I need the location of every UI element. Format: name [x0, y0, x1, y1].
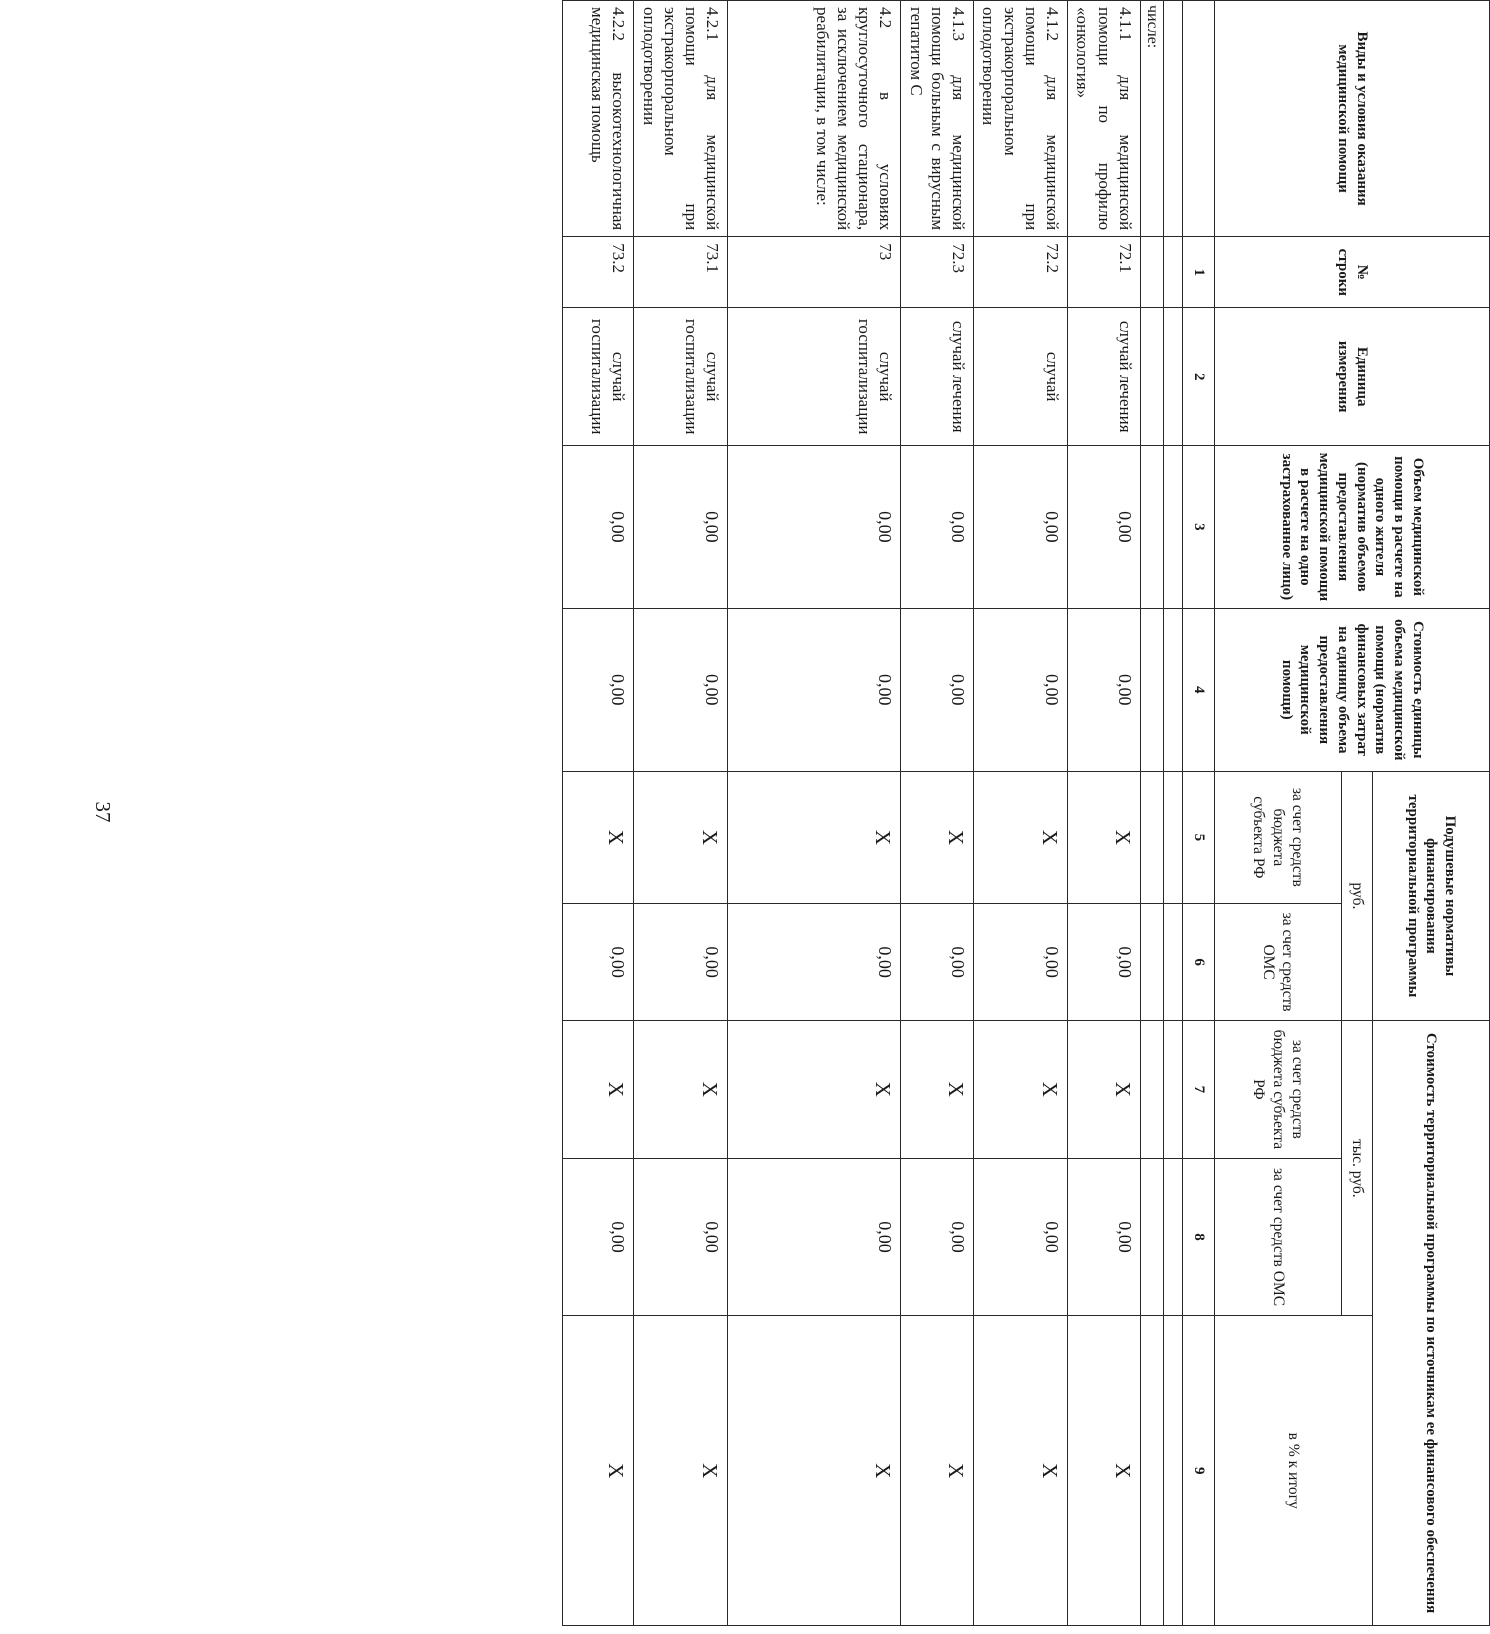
table-row: [563, 1, 634, 1626]
row-total-budget: X: [974, 1021, 1068, 1158]
row-unit: случай: [974, 308, 1068, 445]
header-norm-budget: за счет средств бюджета субъекта РФ: [1215, 771, 1342, 903]
row-name: 4.1.1 для медицинской помощи по профилю «онкология»: [1068, 1, 1141, 237]
row-norm-budget: X: [974, 771, 1068, 903]
column-number: 7: [1183, 1021, 1215, 1158]
row-unit-cost: 0,00: [974, 608, 1068, 771]
row-line-number: 72.1: [1068, 237, 1141, 308]
row-norm-oms: 0,00: [728, 904, 901, 1021]
row-norm-budget: X: [1068, 771, 1141, 903]
row-line-number: 73: [728, 237, 901, 308]
row-volume: 0,00: [634, 445, 728, 608]
row-percent: X: [974, 1316, 1068, 1626]
section-continuation-row: [1141, 1, 1164, 1626]
row-volume: 0,00: [901, 445, 974, 608]
row-total-budget: X: [728, 1021, 901, 1158]
column-number: 1: [1183, 237, 1215, 308]
row-volume: 0,00: [728, 445, 901, 608]
row-line-number: 73.2: [563, 237, 634, 308]
row-total-oms: 0,00: [901, 1158, 974, 1316]
column-numbers-row: [1183, 1, 1215, 1626]
row-total-budget: X: [634, 1021, 728, 1158]
row-unit-cost: 0,00: [901, 608, 974, 771]
row-name: 4.2.2 высокотехнологичная медицинская помощь: [563, 1, 634, 237]
row-unit: случай лечения: [1068, 308, 1141, 445]
column-number: 9: [1183, 1316, 1215, 1626]
row-volume: 0,00: [563, 445, 634, 608]
row-name: 4.2.1 для медицинской помощи при экстракорпоральном оплодотворении: [634, 1, 728, 237]
table-row: [974, 1, 1068, 1626]
spacer-row: [1164, 1, 1183, 1626]
table-row: [728, 1, 901, 1626]
row-norm-budget: X: [901, 771, 974, 903]
row-name: 4.1.2 для медицинской помощи при экстракорпоральном оплодотворении: [974, 1, 1068, 237]
header-total-oms: за счет средств ОМС: [1215, 1158, 1342, 1316]
row-total-budget: X: [901, 1021, 974, 1158]
row-unit: случай госпитализации: [728, 308, 901, 445]
header-program-cost: Стоимость территориальной программы по источникам ее финансового обеспечения: [1373, 1021, 1490, 1626]
header-row-1: [1373, 1, 1490, 1626]
page-number: 37: [91, 801, 115, 823]
table-row: [901, 1, 974, 1626]
row-percent: X: [563, 1316, 634, 1626]
row-total-budget: X: [563, 1021, 634, 1158]
header-kinds: Виды и условия оказания медицинской помощи: [1215, 1, 1490, 237]
row-line-number: 72.2: [974, 237, 1068, 308]
row-unit-cost: 0,00: [634, 608, 728, 771]
header-volume: Объем медицинской помощи в расчете на одного жителя (норматив объемов предоставления медицинской помощи в расчете на одно застрахованное лицо): [1215, 445, 1490, 608]
header-unit: Единица измерения: [1215, 308, 1490, 445]
column-number: 6: [1183, 904, 1215, 1021]
row-unit-cost: 0,00: [728, 608, 901, 771]
header-norm-oms: за счет средств ОМС: [1215, 904, 1342, 1021]
row-total-oms: 0,00: [563, 1158, 634, 1316]
header-total-budget: за счет средств бюджета субъекта РФ: [1215, 1021, 1342, 1158]
row-unit-cost: 0,00: [1068, 608, 1141, 771]
header-percent-of-total: в % к итогу: [1215, 1316, 1373, 1626]
row-total-oms: 0,00: [974, 1158, 1068, 1316]
row-unit-cost: 0,00: [563, 608, 634, 771]
header-thousand-rub-unit: тыс. руб.: [1342, 1021, 1373, 1316]
row-unit: случай лечения: [901, 308, 974, 445]
row-line-number: 72.3: [901, 237, 974, 308]
table-row: [634, 1, 728, 1626]
row-norm-budget: X: [634, 771, 728, 903]
row-unit: случай госпитализации: [563, 308, 634, 445]
row-volume: 0,00: [1068, 445, 1141, 608]
header-per-capita-norms: Подушевые нормативы финансирования территориальной программы: [1373, 771, 1490, 1020]
row-norm-oms: 0,00: [634, 904, 728, 1021]
row-percent: X: [1068, 1316, 1141, 1626]
row-volume: 0,00: [974, 445, 1068, 608]
row-norm-oms: 0,00: [901, 904, 974, 1021]
column-number: 3: [1183, 445, 1215, 608]
column-number: 5: [1183, 771, 1215, 903]
header-rub-unit: руб.: [1342, 771, 1373, 1020]
header-unit-cost: Стоимость единицы объема медицинской помощи (норматив финансовых затрат на единицу объема предоставления медицинской помощи): [1215, 608, 1490, 771]
row-unit: случай госпитализации: [634, 308, 728, 445]
row-norm-budget: X: [728, 771, 901, 903]
financing-table: [563, 0, 1490, 1626]
rotated-table-container: [410, 0, 1490, 1626]
row-total-oms: 0,00: [1068, 1158, 1141, 1316]
section-label: числе:: [1141, 1, 1164, 237]
row-percent: X: [728, 1316, 901, 1626]
row-norm-oms: 0,00: [563, 904, 634, 1021]
column-number: 2: [1183, 308, 1215, 445]
row-line-number: 73.1: [634, 237, 728, 308]
table-row: [1068, 1, 1141, 1626]
row-name: 4.2 в условиях круглосуточного стационара, за исключением медицинской реабилитации, в том числе:: [728, 1, 901, 237]
row-percent: X: [901, 1316, 974, 1626]
header-line-no: № строки: [1215, 237, 1490, 308]
row-norm-budget: X: [563, 771, 634, 903]
row-norm-oms: 0,00: [1068, 904, 1141, 1021]
row-total-budget: X: [1068, 1021, 1141, 1158]
row-total-oms: 0,00: [728, 1158, 901, 1316]
row-percent: X: [634, 1316, 728, 1626]
row-norm-oms: 0,00: [974, 904, 1068, 1021]
row-name: 4.1.3 для медицинской помощи больным с вирусным гепатитом С: [901, 1, 974, 237]
column-number: 4: [1183, 608, 1215, 771]
row-total-oms: 0,00: [634, 1158, 728, 1316]
column-number: 8: [1183, 1158, 1215, 1316]
